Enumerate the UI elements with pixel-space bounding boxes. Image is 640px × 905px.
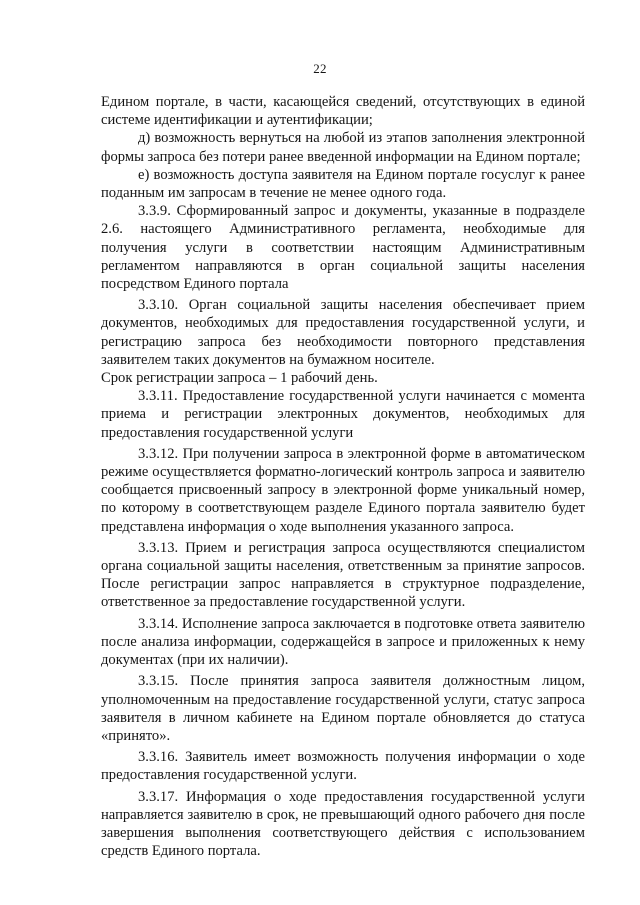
paragraph-3-3-12: 3.3.12. При получении запроса в электронной форме в автоматическом режиме осуществляется форматно-логический контроль запроса и заявителю сообщается присвоенный запросу в электронной форме уникальный номер, по которому в соответствующем разделе Единого портала заявителю будет представлена информация о ходе выполнения указанного запроса.	[101, 445, 585, 535]
paragraph-3-3-11: 3.3.11. Предоставление государственной услуги начинается с момента приема и регистрации электронных документов, необходимых для предоставления государственной услуги	[101, 388, 585, 441]
paragraph-3-3-9: 3.3.9. Сформированный запрос и документы, указанные в подразделе 2.6. настоящего Административного регламента, необходимые для получения услуги в соответствии настоящим Административным регламентом направляются в орган социальной защиты населения посредством Единого портала	[101, 203, 585, 293]
paragraph-portal-continuation: Едином портале, в части, касающейся сведений, отсутствующих в единой системе идентификации и аутентификации;	[101, 94, 585, 129]
page-number: 22	[313, 61, 327, 76]
paragraph-3-3-16: 3.3.16. Заявитель имеет возможность получения информации о ходе предоставления государственной услуги.	[101, 749, 585, 784]
paragraph-registration-period: Срок регистрации запроса – 1 рабочий день.	[101, 370, 378, 387]
paragraph-3-3-10: 3.3.10. Орган социальной защиты населения обеспечивает прием документов, необходимых для предоставления государственной услуги, и регистрацию запроса без необходимости повторного представления заявителем таких документов на бумажном носителе.	[101, 297, 585, 368]
paragraph-3-3-14: 3.3.14. Исполнение запроса заключается в подготовке ответа заявителю после анализа информации, содержащейся в запросе и приложенных к нему документах (при их наличии).	[101, 615, 585, 669]
paragraph-item-e: е) возможность доступа заявителя на Едином портале госуслуг к ранее поданным им запросам в течение не менее одного года.	[101, 166, 585, 202]
paragraph-3-3-15: 3.3.15. После принятия запроса заявителя должностным лицом, уполномоченным на предоставление государственной услуги, статус запроса заявителя в личном кабинете на Едином портале обновляется до статуса «принято».	[101, 673, 585, 744]
body-text	[101, 93, 585, 860]
paragraph-3-3-13: 3.3.13. Прием и регистрация запроса осуществляются специалистом органа социальной защиты населения, ответственным за принятие запросов. После регистрации запрос направляется в структурное подразделение, ответственное за предоставление государственной услуги.	[101, 539, 585, 611]
paragraph-3-3-17: 3.3.17. Информация о ходе предоставления государственной услуги направляется заявителю в срок, не превышающий одного рабочего дня после завершения выполнения соответствующего действия с использованием средств Единого портала.	[101, 788, 585, 860]
paragraph-item-d: д) возможность вернуться на любой из этапов заполнения электронной формы запроса без потери ранее введенной информации на Едином портале;	[101, 130, 585, 165]
